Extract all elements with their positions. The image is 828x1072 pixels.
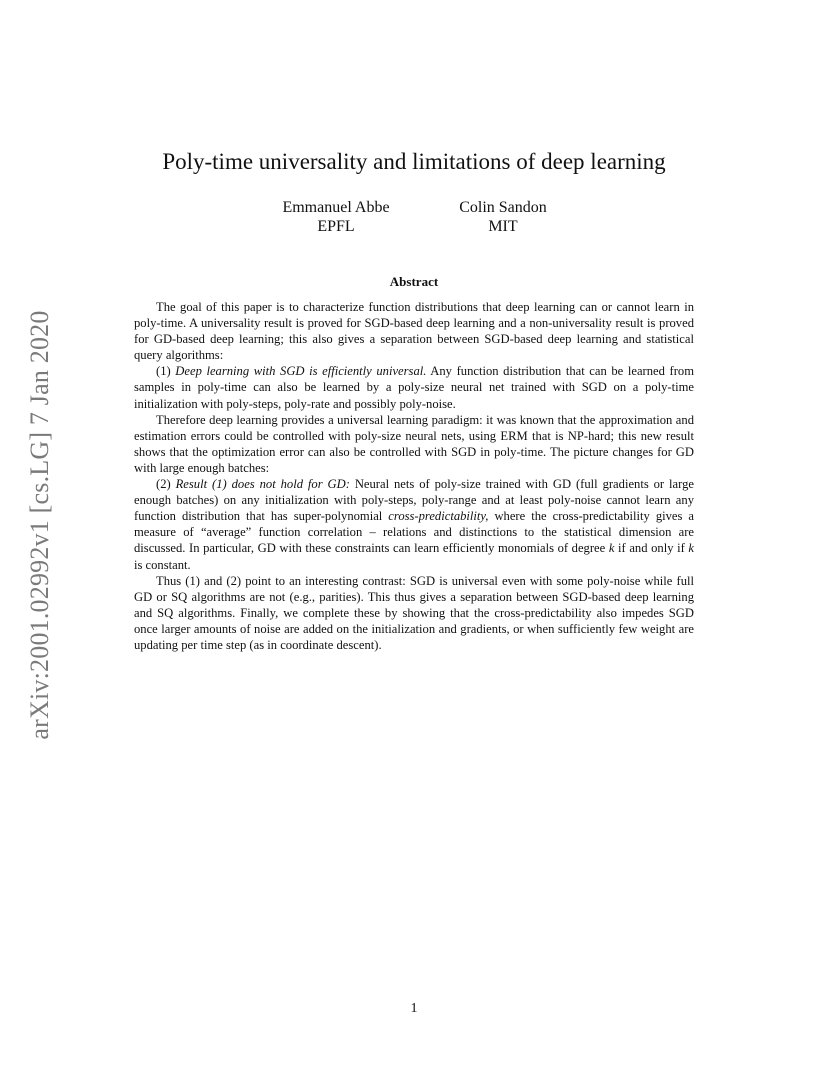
result-2-claim: Result (1) does not hold for GD: (175, 477, 350, 492)
abstract-paragraph-5: Thus (1) and (2) point to an interesting contrast: SGD is universal even with some poly-noise while full GD or SQ algorithms are not (e.g., parities). This thus gives a separation between SGD-based deep learning and SQ algorithms. Finally, we complete these by showing that the cross-predictability also impedes SGD once larger amounts of noise are added on the initialization and gradients, or when sufficiently few weight are updating per time step (as in coordinate descent). (134, 573, 694, 652)
abstract-paragraph-1: The goal of this paper is to characterize function distributions that deep learning can or cannot learn in poly-time. A universality result is proved for SGD-based deep learning and a non-universality result is proved for GD-based deep learning; this also gives a separation between SGD-based deep learning and statistical query algorithms: (134, 300, 694, 363)
cross-predictability-term: cross-predictability, (388, 509, 489, 524)
result-2-text-cont: where the cross-predictability gives a measure of “average” function correlation – relations and distinctions to the statistical dimension are discussed. In particular, GD with these constraints can learn efficiently monomials of degree (134, 509, 694, 556)
author-affiliation: EPFL (317, 218, 355, 235)
author-affiliation: MIT (488, 218, 518, 235)
abstract-body (134, 299, 694, 653)
math-k: k (608, 541, 615, 556)
result-1-text: Any function distribution that can be learned from samples in poly-time can also be learned by a poly-size neural net trained with SGD on a poly-time initialization with poly-steps, poly-rate and possibly poly-noise. (134, 364, 694, 411)
author-block (0, 198, 828, 248)
abstract-paragraph-3: Therefore deep learning provides a universal learning paradigm: it was known that the approximation and estimation errors could be controlled with poly-size neural nets, using ERM that is NP-hard; this new result shows that the optimization error can also be controlled with SGD in poly-time. The picture changes for GD with large enough batches: (134, 412, 694, 475)
result-2-label: (2) (156, 477, 176, 492)
result-2-text-iff: if and only if (614, 541, 689, 556)
result-1-label: (1) (156, 364, 176, 379)
result-2-text: Neural nets of poly-size trained with GD (full gradients or large enough batches) on any initialization with poly-steps, poly-range and at least poly-noise cannot learn any function distribution that has super-polynomial (134, 477, 694, 524)
author-1 (266, 198, 406, 236)
math-k: k (688, 541, 695, 556)
author-name: Colin Sandon (459, 199, 547, 216)
author-2 (433, 198, 573, 236)
page-number: 1 (410, 1001, 418, 1016)
abstract-heading: Abstract (389, 274, 439, 289)
abstract-paragraph-2 (134, 363, 694, 411)
result-1-claim: Deep learning with SGD is efficiently universal. (175, 364, 427, 379)
abstract-paragraph-4 (134, 476, 694, 573)
result-2-text-end: is constant. (134, 557, 191, 572)
author-name: Emmanuel Abbe (282, 199, 390, 216)
paper-title: Poly-time universality and limitations of deep learning (162, 149, 666, 174)
arxiv-identifier[interactable]: arXiv:2001.02992v1 [cs.LG] 7 Jan 2020 (25, 310, 54, 740)
